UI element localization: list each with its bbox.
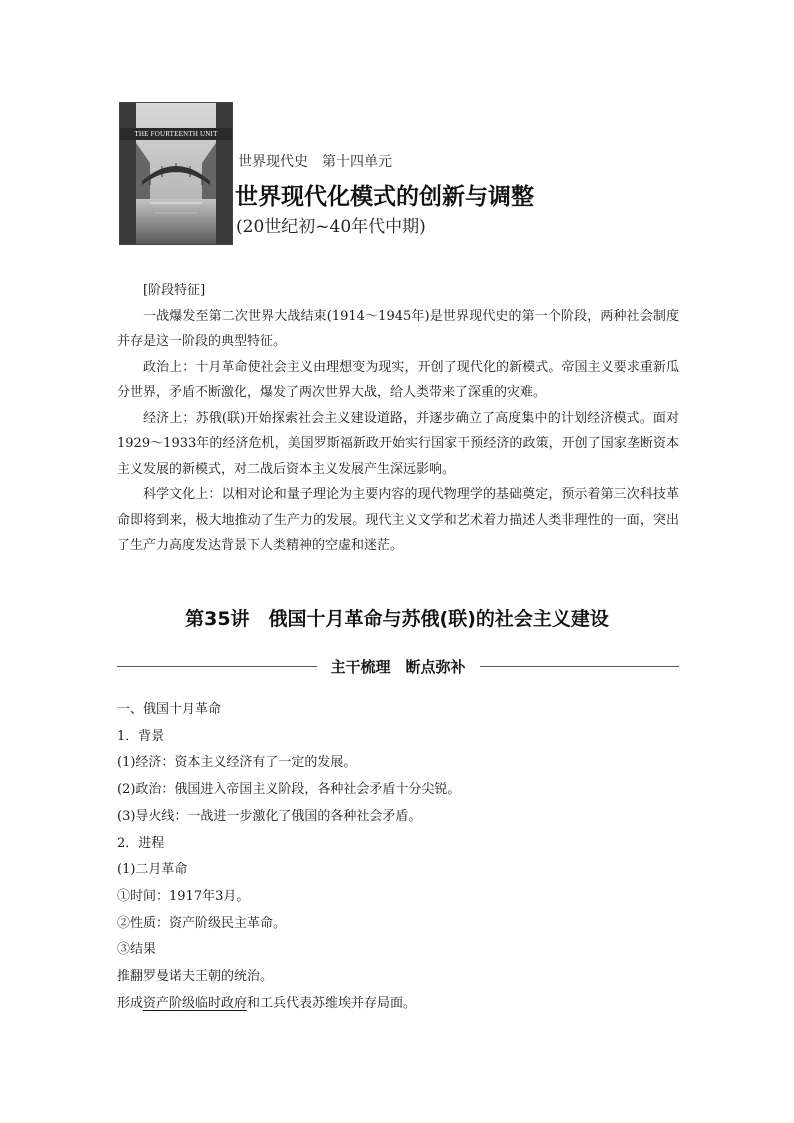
divider-line-left — [117, 666, 317, 667]
canal-bridge-photo-illustration — [120, 103, 232, 244]
stage-paragraph-economy: 经济上：苏俄(联)开始探索社会主义建设道路，并逐步确立了高度集中的计划经济模式。面对1929～1933年的经济危机，美国罗斯福新政开始实行国家干预经济的政策，开创了国家垄断资本主义发展的新模式，对二战后资本主义发展产生深远影响。 — [117, 410, 679, 477]
unit-period: (20世纪初~40年代中期) — [236, 217, 426, 237]
lecture-title: 第35讲 俄国十月革命与苏俄(联)的社会主义建设 — [185, 608, 609, 630]
stage-features-heading: [阶段特征] — [143, 283, 206, 298]
content-line: ③结果 — [117, 942, 157, 958]
unit-title: 世界现代化模式的创新与调整 — [235, 184, 534, 210]
content-line: 2．进程 — [117, 835, 165, 851]
divider-line-right — [480, 666, 680, 667]
content-section — [117, 697, 679, 1017]
underlined-term: 资产阶级临时政府 — [143, 995, 248, 1011]
content-line: (2)政治：俄国进入帝国主义阶段，各种社会矛盾十分尖锐。 — [117, 782, 461, 798]
content-line: (1)二月革命 — [117, 862, 188, 878]
content-heading: 一、俄国十月革命 — [117, 702, 222, 717]
content-line: 1．背景 — [117, 728, 165, 744]
stage-paragraph-science-culture: 科学文化上：以相对论和量子理论为主要内容的现代物理学的基础奠定，预示着第三次科技革命即将到来，极大地推动了生产力的发展。现代主义文学和艺术着力描述人类非理性的一面，突出了生产力高度发达背景下人类精神的空虚和迷茫。 — [117, 487, 679, 553]
content-line: ②性质：资产阶级民主革命。 — [117, 915, 287, 931]
stage-paragraph-politics: 政治上：十月革命使社会主义由理想变为现实，开创了现代化的新模式。帝国主义要求重新瓜分世界，矛盾不断激化，爆发了两次世界大战，给人类带来了深重的灾难。 — [117, 359, 679, 400]
content-line: (1)经济：资本主义经济有了一定的发展。 — [117, 755, 357, 771]
content-line: 推翻罗曼诺夫王朝的统治。 — [117, 969, 274, 985]
section-label: 主干梳理 断点弥补 — [330, 657, 466, 676]
stage-paragraph-overview: 一战爆发至第二次世界大战结束(1914～1945年)是世界现代史的第一个阶段，两种社会制度并存是这一阶段的典型特征。 — [117, 308, 679, 349]
section-divider — [117, 654, 679, 678]
content-line-last — [117, 991, 679, 1018]
content-line: (3)导火线：一战进一步激化了俄国的各种社会矛盾。 — [117, 808, 422, 824]
unit-image-banner: THE FOURTEENTH UNIT — [120, 128, 232, 140]
last-line-prefix: 形成 — [117, 995, 144, 1011]
content-line: ①时间：1917年3月。 — [117, 888, 250, 904]
unit-cover-photo — [119, 102, 233, 245]
stage-features-section — [117, 278, 679, 559]
last-line-suffix: 和工兵代表苏维埃并存局面。 — [247, 995, 417, 1011]
unit-subtitle: 世界现代史 第十四单元 — [238, 154, 392, 170]
